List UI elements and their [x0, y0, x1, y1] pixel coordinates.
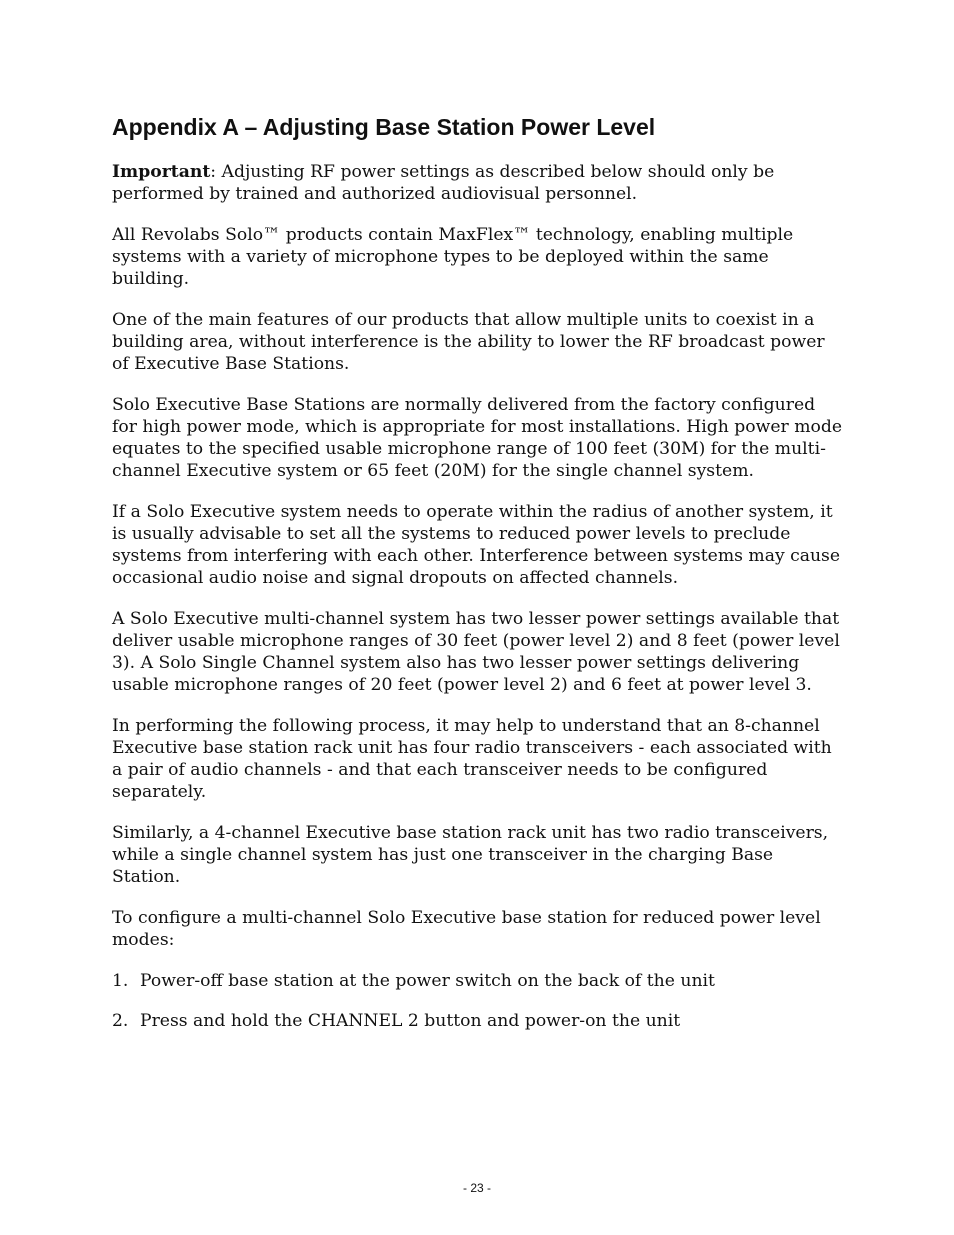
paragraph-coexist: One of the main features of our products that allow multiple units to coexist in a building area, without interference is the ability to lower the RF broadcast power of Executive Base Stations.: [112, 310, 825, 374]
paragraph-power-levels: A Solo Executive multi-channel system has two lesser power settings available that deliver usable microphone ranges of 30 feet (power level 2) and 8 feet (power level 3). A Solo Single Channel system also has two lesser power settings delivering usable microphone ranges of 20 feet (power level 2) and 6 feet at power level 3.: [112, 609, 840, 695]
page-title: Appendix A – Adjusting Base Station Power Level: [112, 114, 656, 140]
paragraph-high-power: Solo Executive Base Stations are normally delivered from the factory configured for high power mode, which is appropriate for most installations. High power mode equates to the specified usable microphone range of 100 feet (30M) for the multi-channel Executive system or 65 feet (20M) for the single channel system.: [112, 395, 843, 481]
important-label: Important: [112, 162, 211, 182]
list-item: [112, 1010, 844, 1032]
step-number: 2.: [112, 1011, 129, 1031]
steps-list: [112, 970, 844, 1032]
paragraph-configure-intro: To configure a multi-channel Solo Executive base station for reduced power level modes:: [112, 908, 821, 950]
list-item: [112, 970, 844, 992]
important-text: : Adjusting RF power settings as described below should only be performed by trained and authorized audiovisual personnel.: [112, 162, 775, 204]
step-text: Power-off base station at the power switch on the back of the unit: [140, 971, 715, 991]
step-number: 1.: [112, 971, 129, 991]
paragraph-4-channel: Similarly, a 4-channel Executive base station rack unit has two radio transceivers, while a single channel system has just one transceiver in the charging Base Station.: [112, 823, 829, 887]
step-text: Press and hold the CHANNEL 2 button and power-on the unit: [140, 1011, 681, 1031]
paragraph-maxflex: All Revolabs Solo™ products contain MaxFlex™ technology, enabling multiple systems with a variety of microphone types to be deployed within the same building.: [112, 225, 794, 289]
paragraph-8-channel: In performing the following process, it may help to understand that an 8-channel Executive base station rack unit has four radio transceivers - each associated with a pair of audio channels - and that each transceiver needs to be configured separately.: [112, 716, 832, 802]
document-page: [112, 112, 844, 1050]
paragraph-interference: If a Solo Executive system needs to operate within the radius of another system, it is usually advisable to set all the systems to reduced power levels to preclude systems from interfering with each other. Interference between systems may cause occasional audio noise and signal dropouts on affected channels.: [112, 502, 841, 588]
important-note: [112, 161, 844, 205]
page-number: - 23 -: [462, 1181, 491, 1195]
